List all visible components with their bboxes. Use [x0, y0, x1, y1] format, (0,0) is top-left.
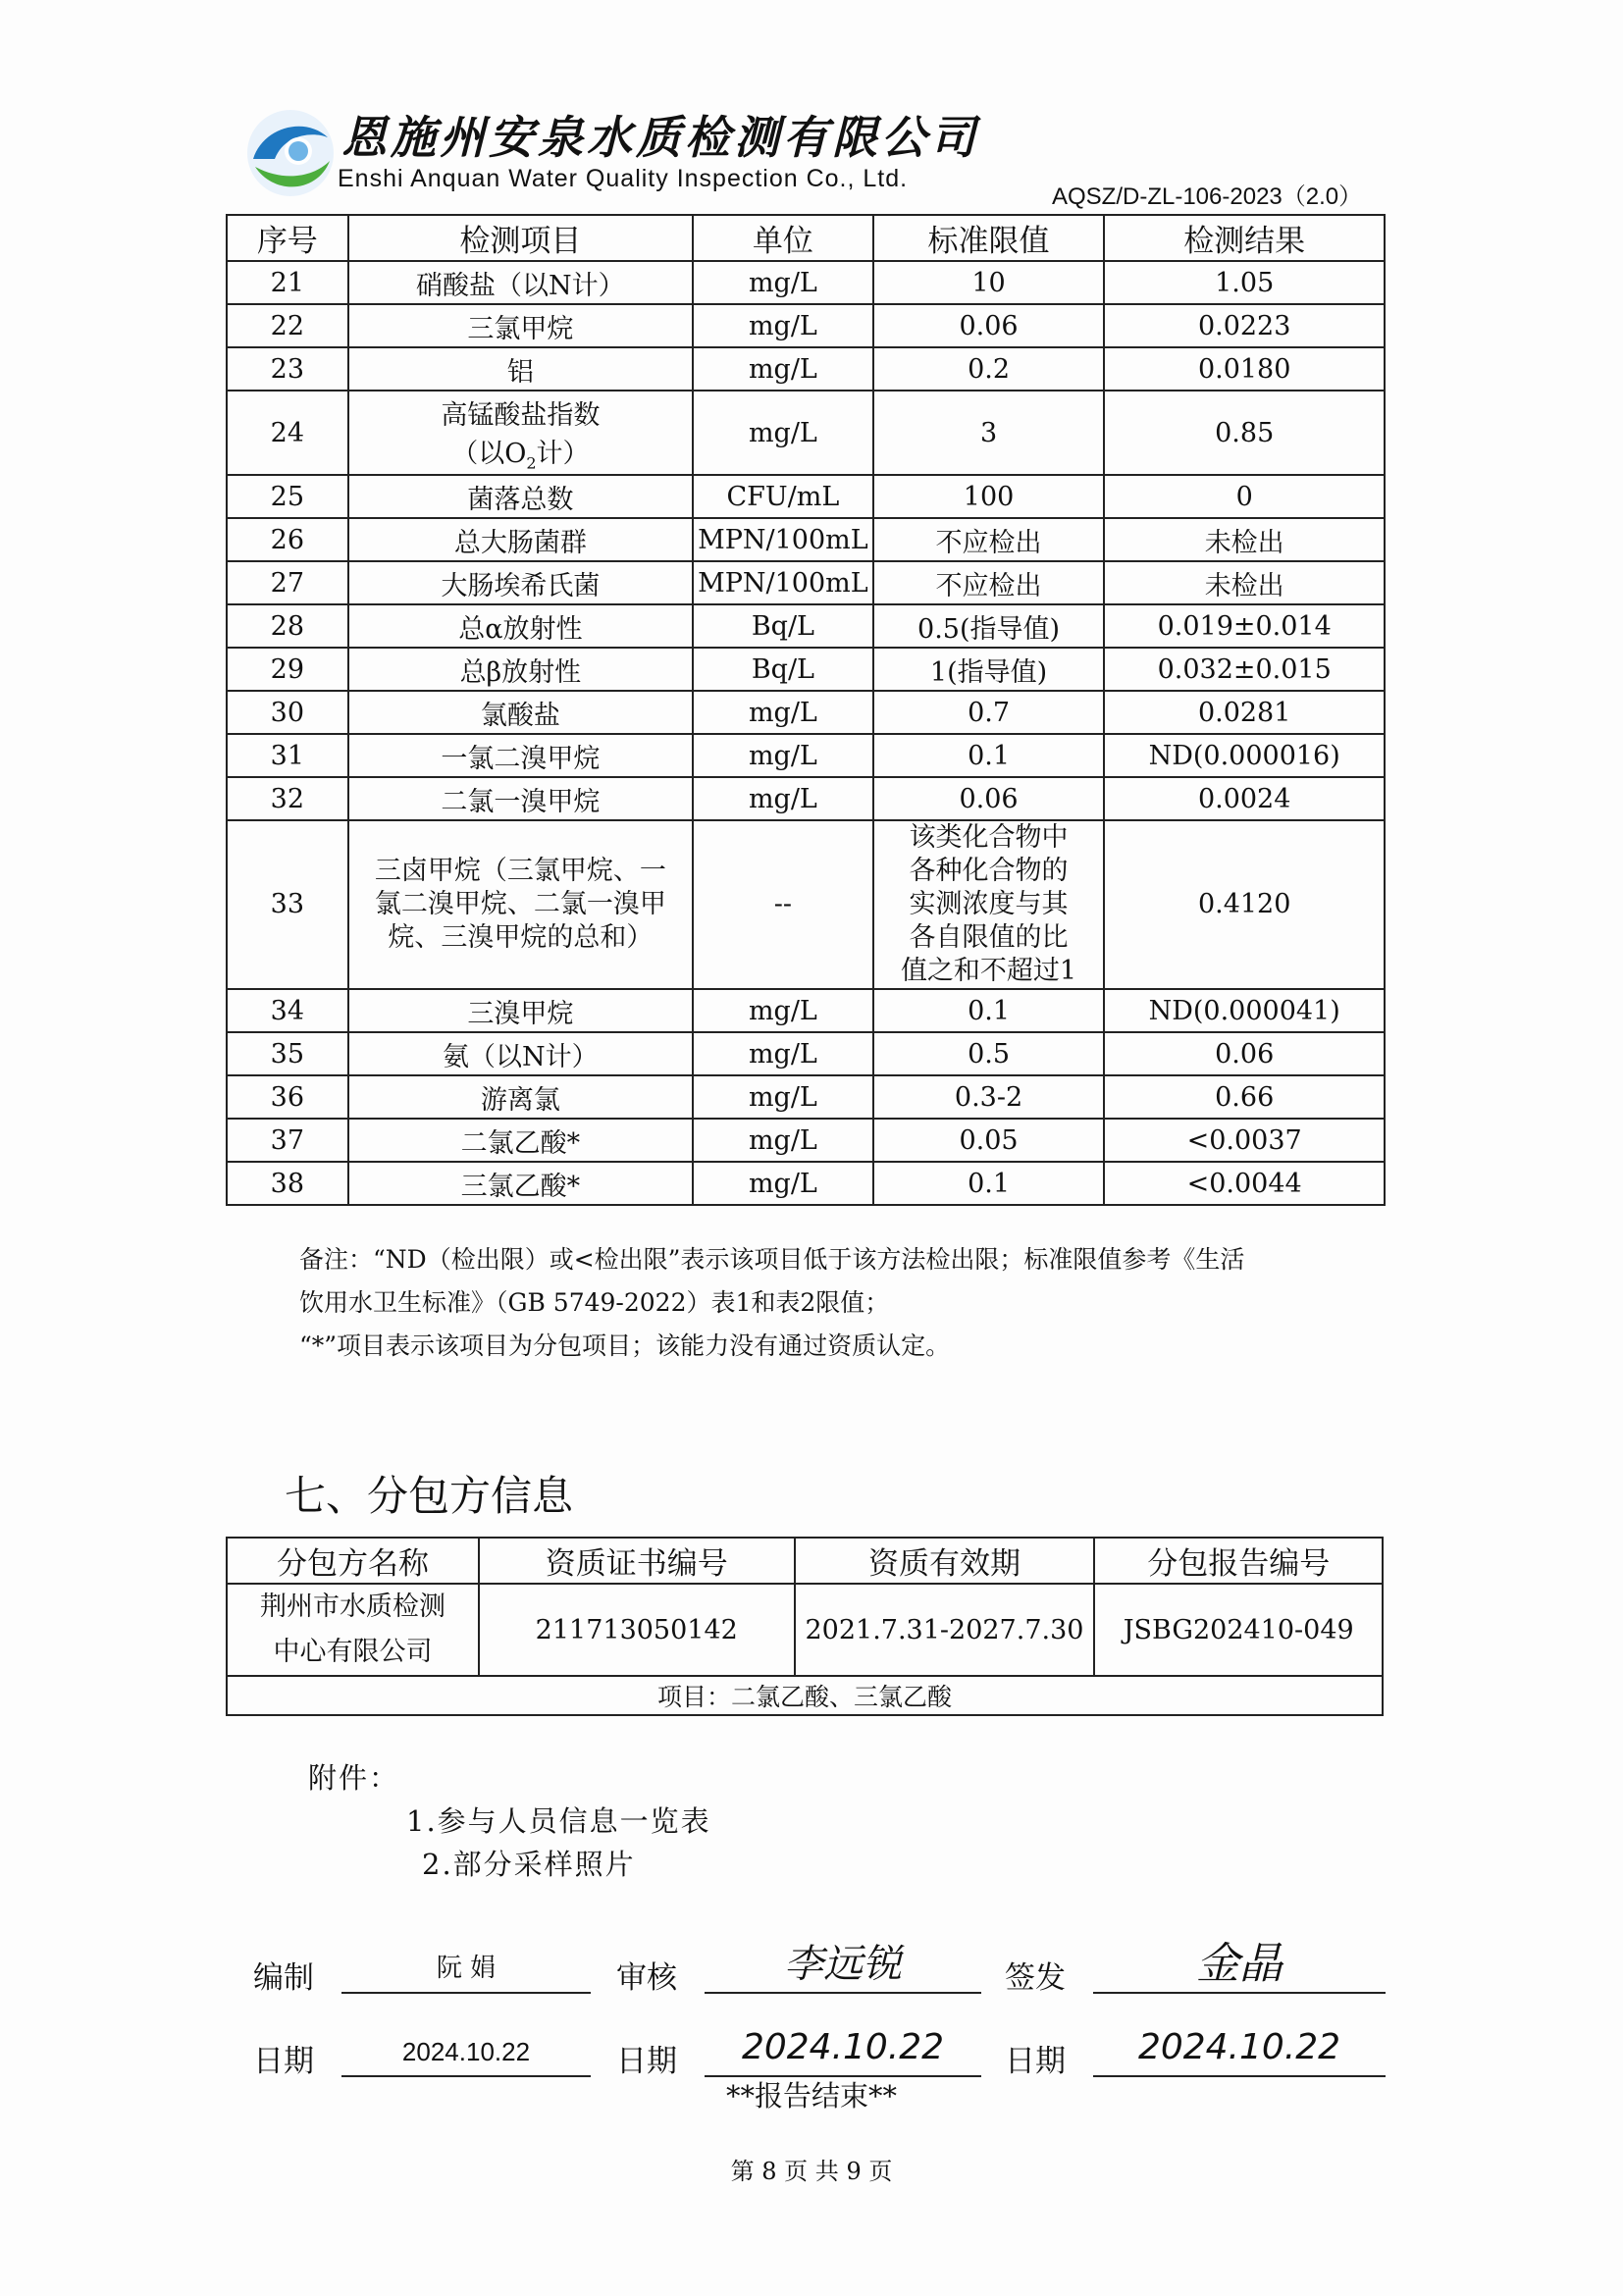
- compiler-date: 2024.10.22: [341, 2024, 591, 2077]
- header-limit: 标准限值: [873, 215, 1105, 261]
- row-item-part: 计）: [536, 438, 590, 469]
- row-result: 0.85: [1104, 391, 1385, 475]
- table-row: [227, 777, 1385, 820]
- row-limit: 10: [873, 261, 1105, 304]
- table-row: [227, 734, 1385, 777]
- row-item-line: 氯二溴甲烷、二氯一溴甲: [374, 889, 666, 919]
- header-unit: 单位: [693, 215, 873, 261]
- row-limit: 0.1: [873, 989, 1105, 1032]
- subscript: 2: [526, 453, 537, 473]
- row-result: 0.0223: [1104, 304, 1385, 347]
- subcontractor-header-row: [227, 1538, 1383, 1584]
- row-result: 未检出: [1104, 561, 1385, 604]
- row-unit: --: [693, 820, 873, 989]
- row-no: 21: [227, 261, 348, 304]
- row-result: 0.0024: [1104, 777, 1385, 820]
- document-code: AQSZ/D-ZL-106-2023（2.0）: [1052, 183, 1363, 210]
- row-no: 33: [227, 820, 348, 989]
- row-item: 菌落总数: [348, 475, 693, 518]
- row-item: 三氯甲烷: [348, 304, 693, 347]
- row-result: 未检出: [1104, 518, 1385, 561]
- row-result: ND(0.000041): [1104, 989, 1385, 1032]
- attachment-item: 1.参与人员信息一览表: [406, 1804, 711, 1838]
- reviewer-date: 2024.10.22: [705, 2024, 981, 2077]
- row-no: 35: [227, 1032, 348, 1075]
- table-row: [227, 1162, 1385, 1205]
- row-limit: 0.3-2: [873, 1075, 1105, 1119]
- subcontract-items: 项目：二氯乙酸、三氯乙酸: [227, 1676, 1383, 1715]
- row-item-line: 高锰酸盐指数: [441, 399, 601, 431]
- row-item: [348, 820, 693, 989]
- row-result: 0.019±0.014: [1104, 604, 1385, 648]
- row-item: 氨（以N计）: [348, 1032, 693, 1075]
- row-unit: mg/L: [693, 734, 873, 777]
- row-no: 22: [227, 304, 348, 347]
- row-result: 0.06: [1104, 1032, 1385, 1075]
- issuer-label: 签发: [1005, 1960, 1066, 1996]
- issuer-signature: 金晶: [1093, 1941, 1386, 1994]
- results-header-row: [227, 215, 1385, 261]
- row-unit: mg/L: [693, 347, 873, 391]
- row-item: 氯酸盐: [348, 691, 693, 734]
- row-result: 0.4120: [1104, 820, 1385, 989]
- report-end-mark: **报告结束**: [725, 2079, 897, 2113]
- row-item: 硝酸盐（以N计）: [348, 261, 693, 304]
- row-limit: 0.2: [873, 347, 1105, 391]
- date-label: 日期: [1005, 2044, 1066, 2079]
- compiler-label: 编制: [253, 1960, 314, 1996]
- table-row: [227, 989, 1385, 1032]
- compiler-name: 阮 娟: [341, 1941, 591, 1994]
- row-limit-line: 各种化合物的: [909, 856, 1069, 886]
- table-row: [227, 391, 1385, 475]
- row-unit: mg/L: [693, 1162, 873, 1205]
- table-row: [227, 691, 1385, 734]
- sub-name-line: 荆州市水质检测: [260, 1592, 445, 1622]
- row-item: 三氯乙酸*: [348, 1162, 693, 1205]
- remarks-line: “*”项目表示该项目为分包项目；该能力没有通过资质认定。: [299, 1331, 951, 1360]
- row-limit-line: 各自限值的比: [909, 922, 1069, 953]
- row-result: 1.05: [1104, 261, 1385, 304]
- row-item: [348, 391, 693, 475]
- row-limit-line: 该类化合物中: [909, 822, 1069, 853]
- date-label: 日期: [253, 2044, 314, 2079]
- row-unit: mg/L: [693, 691, 873, 734]
- row-limit-line: 值之和不超过1: [900, 956, 1077, 986]
- row-unit: mg/L: [693, 304, 873, 347]
- attachments-title: 附件：: [308, 1761, 400, 1795]
- row-item-line: [353, 432, 688, 472]
- issuer-date: 2024.10.22: [1093, 2024, 1386, 2077]
- section-title: 七、分包方信息: [285, 1472, 574, 1520]
- row-unit: mg/L: [693, 1119, 873, 1162]
- row-result: <0.0037: [1104, 1119, 1385, 1162]
- header-report-no: 分包报告编号: [1094, 1538, 1383, 1584]
- header-result: 检测结果: [1104, 215, 1385, 261]
- row-no: 24: [227, 391, 348, 475]
- header-validity: 资质有效期: [795, 1538, 1095, 1584]
- table-row: [227, 304, 1385, 347]
- table-row: [227, 1119, 1385, 1162]
- row-limit: 不应检出: [873, 518, 1105, 561]
- row-item: 总α放射性: [348, 604, 693, 648]
- date-label: 日期: [616, 2044, 677, 2079]
- row-item: 一氯二溴甲烷: [348, 734, 693, 777]
- row-result: 0.0180: [1104, 347, 1385, 391]
- row-limit: 0.5: [873, 1032, 1105, 1075]
- table-row: [227, 261, 1385, 304]
- company-name-cn: 恩施州安泉水质检测有限公司: [341, 111, 979, 164]
- row-limit: 0.06: [873, 777, 1105, 820]
- row-item-line: 烷、三溴甲烷的总和）: [388, 922, 654, 953]
- row-no: 34: [227, 989, 348, 1032]
- row-unit: Bq/L: [693, 648, 873, 691]
- row-limit: 0.1: [873, 734, 1105, 777]
- attachments: [308, 1756, 711, 1886]
- row-unit: mg/L: [693, 391, 873, 475]
- row-no: 30: [227, 691, 348, 734]
- sub-name: [227, 1584, 479, 1676]
- row-item: 总β放射性: [348, 648, 693, 691]
- remarks-line: 备注：“ND（检出限）或<检出限”表示该项目低于该方法检出限；标准限值参考《生活: [299, 1245, 1245, 1274]
- row-unit: MPN/100mL: [693, 561, 873, 604]
- row-result: <0.0044: [1104, 1162, 1385, 1205]
- row-limit: 1(指导值): [873, 648, 1105, 691]
- attachment-item: 2.部分采样照片: [422, 1848, 636, 1881]
- row-no: 23: [227, 347, 348, 391]
- row-result: 0.66: [1104, 1075, 1385, 1119]
- row-result: 0.032±0.015: [1104, 648, 1385, 691]
- row-unit: MPN/100mL: [693, 518, 873, 561]
- header-item: 检测项目: [348, 215, 693, 261]
- row-result: 0.0281: [1104, 691, 1385, 734]
- header-sub-name: 分包方名称: [227, 1538, 479, 1584]
- reviewer-label: 审核: [616, 1960, 677, 1996]
- row-item: 游离氯: [348, 1075, 693, 1119]
- row-result: ND(0.000016): [1104, 734, 1385, 777]
- row-unit: mg/L: [693, 1075, 873, 1119]
- row-limit: 不应检出: [873, 561, 1105, 604]
- table-row: [227, 347, 1385, 391]
- row-no: 29: [227, 648, 348, 691]
- row-item: 二氯乙酸*: [348, 1119, 693, 1162]
- row-unit: CFU/mL: [693, 475, 873, 518]
- row-unit: Bq/L: [693, 604, 873, 648]
- row-limit: 0.05: [873, 1119, 1105, 1162]
- row-limit: 0.5(指导值): [873, 604, 1105, 648]
- report-no: JSBG202410-049: [1094, 1584, 1383, 1676]
- table-row: [227, 1032, 1385, 1075]
- header-cert-no: 资质证书编号: [479, 1538, 795, 1584]
- row-no: 36: [227, 1075, 348, 1119]
- results-table: [226, 214, 1386, 1206]
- remarks-line: 饮用水卫生标准》（GB 5749-2022）表1和表2限值；: [299, 1288, 890, 1317]
- subcontractor-row: [227, 1584, 1383, 1676]
- sub-name-line: 中心有限公司: [273, 1637, 433, 1667]
- row-item: 铝: [348, 347, 693, 391]
- row-unit: mg/L: [693, 777, 873, 820]
- row-limit: 0.7: [873, 691, 1105, 734]
- row-limit: 0.1: [873, 1162, 1105, 1205]
- subcontractor-table: [226, 1537, 1384, 1716]
- row-no: 31: [227, 734, 348, 777]
- row-limit-line: 实测浓度与其: [909, 889, 1069, 919]
- row-no: 27: [227, 561, 348, 604]
- table-row: [227, 518, 1385, 561]
- row-item: 总大肠菌群: [348, 518, 693, 561]
- subcontract-items-row: [227, 1676, 1383, 1715]
- row-item-line: 三卤甲烷（三氯甲烷、一: [374, 856, 666, 886]
- row-no: 32: [227, 777, 348, 820]
- header-no: 序号: [227, 215, 348, 261]
- page-number: 第 8 页 共 9 页: [730, 2158, 893, 2185]
- company-name-en: Enshi Anquan Water Quality Inspection Co., Ltd.: [338, 165, 909, 192]
- table-row: [227, 604, 1385, 648]
- table-row: [227, 475, 1385, 518]
- row-item: 三溴甲烷: [348, 989, 693, 1032]
- row-unit: mg/L: [693, 989, 873, 1032]
- table-row: [227, 1075, 1385, 1119]
- table-row: [227, 561, 1385, 604]
- row-no: 38: [227, 1162, 348, 1205]
- table-row: [227, 648, 1385, 691]
- row-no: 28: [227, 604, 348, 648]
- reviewer-signature: 李远锐: [705, 1941, 981, 1994]
- row-item-part: （以O: [451, 438, 527, 469]
- row-unit: mg/L: [693, 261, 873, 304]
- row-no: 37: [227, 1119, 348, 1162]
- row-item: 二氯一溴甲烷: [348, 777, 693, 820]
- row-limit: [873, 820, 1105, 989]
- row-limit: 100: [873, 475, 1105, 518]
- company-logo-icon: [245, 108, 336, 198]
- row-limit: 3: [873, 391, 1105, 475]
- row-no: 25: [227, 475, 348, 518]
- row-item: 大肠埃希氏菌: [348, 561, 693, 604]
- table-row: [227, 820, 1385, 989]
- row-no: 26: [227, 518, 348, 561]
- row-result: 0: [1104, 475, 1385, 518]
- cert-no: 211713050142: [479, 1584, 795, 1676]
- row-limit: 0.06: [873, 304, 1105, 347]
- row-unit: mg/L: [693, 1032, 873, 1075]
- validity: 2021.7.31-2027.7.30: [795, 1584, 1095, 1676]
- remarks: [299, 1238, 1388, 1368]
